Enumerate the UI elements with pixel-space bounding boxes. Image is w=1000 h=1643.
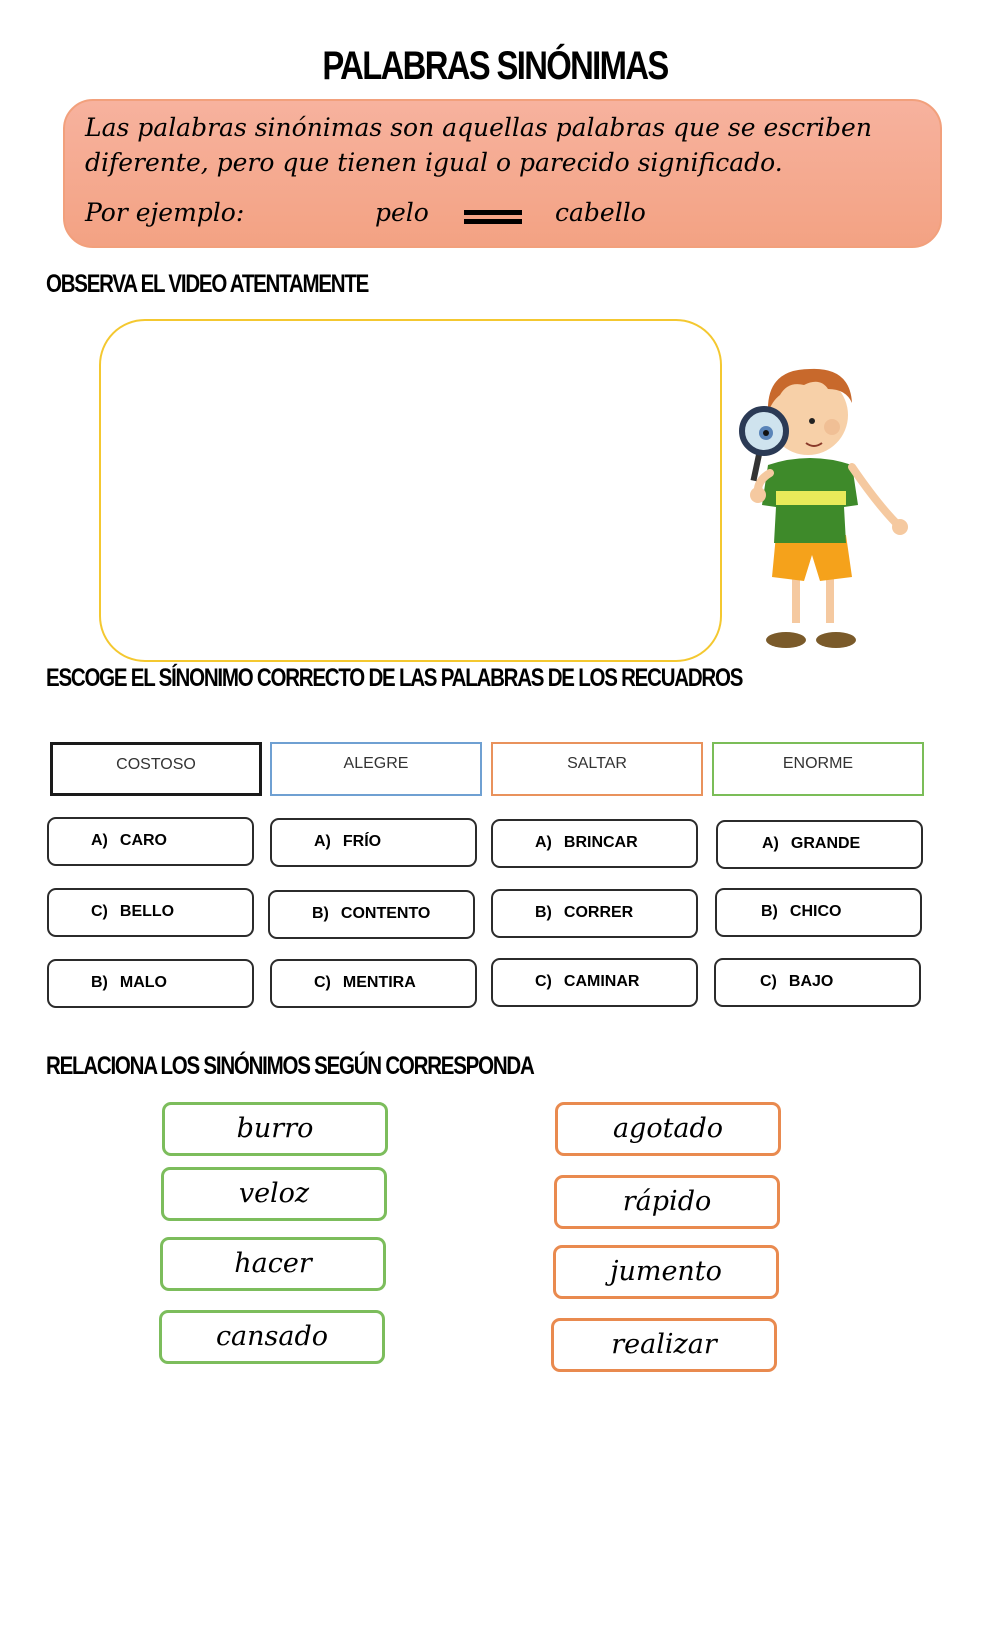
definition-box <box>63 99 942 248</box>
option-letter: B) <box>535 904 552 921</box>
choose-section-heading: ESCOGE EL SÍNONIMO CORRECTO DE LAS PALABRAS DE LOS RECUADROS <box>46 664 743 692</box>
option-saltar-c[interactable] <box>491 958 698 1007</box>
option-alegre-c[interactable] <box>270 959 477 1008</box>
option-costoso-b[interactable] <box>47 959 254 1008</box>
option-letter: A) <box>535 834 552 851</box>
example-word-1: pelo <box>375 198 429 227</box>
option-costoso-c[interactable] <box>47 888 254 937</box>
match-right-jumento[interactable]: jumento <box>553 1245 779 1299</box>
word-box-saltar: SALTAR <box>491 742 703 796</box>
video-frame[interactable] <box>99 319 722 662</box>
option-letter: B) <box>761 903 778 920</box>
match-right-realizar[interactable]: realizar <box>551 1318 777 1372</box>
option-text: CARO <box>119 832 167 849</box>
definition-line-2: diferente, pero que tienen igual o parecido significado. <box>85 148 783 177</box>
option-text: CAMINAR <box>563 973 640 990</box>
option-letter: A) <box>762 835 779 852</box>
option-text: MENTIRA <box>342 974 416 991</box>
option-saltar-b[interactable] <box>491 889 698 938</box>
match-right-rapido[interactable]: rápido <box>554 1175 780 1229</box>
option-enorme-a[interactable] <box>716 820 923 869</box>
example-label: Por ejemplo: <box>85 198 245 227</box>
option-enorme-c[interactable] <box>714 958 921 1007</box>
definition-line-1: Las palabras sinónimas son aquellas palabras que se escriben <box>85 113 872 142</box>
match-left-cansado[interactable]: cansado <box>159 1310 385 1364</box>
option-text: CHICO <box>789 903 842 920</box>
option-letter: B) <box>91 974 108 991</box>
option-text: GRANDE <box>790 835 861 852</box>
match-section-heading: RELACIONA LOS SINÓNIMOS SEGÚN CORRESPONDA <box>46 1052 534 1080</box>
option-costoso-a[interactable] <box>47 817 254 866</box>
option-letter: B) <box>312 905 329 922</box>
option-letter: A) <box>314 833 331 850</box>
option-letter: C) <box>760 973 777 990</box>
match-left-veloz[interactable]: veloz <box>161 1167 387 1221</box>
word-box-enorme: ENORME <box>712 742 924 796</box>
option-enorme-b[interactable] <box>715 888 922 937</box>
option-alegre-a[interactable] <box>270 818 477 867</box>
example-word-2: cabello <box>555 198 646 227</box>
option-text: BELLO <box>119 903 175 920</box>
option-alegre-b[interactable] <box>268 890 475 939</box>
option-letter: C) <box>535 973 552 990</box>
match-left-burro[interactable]: burro <box>162 1102 388 1156</box>
option-text: BRINCAR <box>563 834 638 851</box>
word-box-alegre: ALEGRE <box>270 742 482 796</box>
option-saltar-a[interactable] <box>491 819 698 868</box>
word-box-costoso: COSTOSO <box>50 742 262 796</box>
match-right-agotado[interactable]: agotado <box>555 1102 781 1156</box>
page-title: PALABRAS SINÓNIMAS <box>322 44 668 88</box>
boy-magnifier-illustration <box>728 355 928 675</box>
video-section-heading: OBSERVA EL VIDEO ATENTAMENTE <box>46 270 369 298</box>
option-letter: C) <box>91 903 108 920</box>
option-letter: A) <box>91 832 108 849</box>
option-text: FRÍO <box>342 833 382 850</box>
option-text: CONTENTO <box>340 905 431 922</box>
option-text: CORRER <box>563 904 634 921</box>
option-text: MALO <box>119 974 167 991</box>
option-letter: C) <box>314 974 331 991</box>
equals-icon <box>464 210 522 226</box>
match-left-hacer[interactable]: hacer <box>160 1237 386 1291</box>
option-text: BAJO <box>788 973 834 990</box>
